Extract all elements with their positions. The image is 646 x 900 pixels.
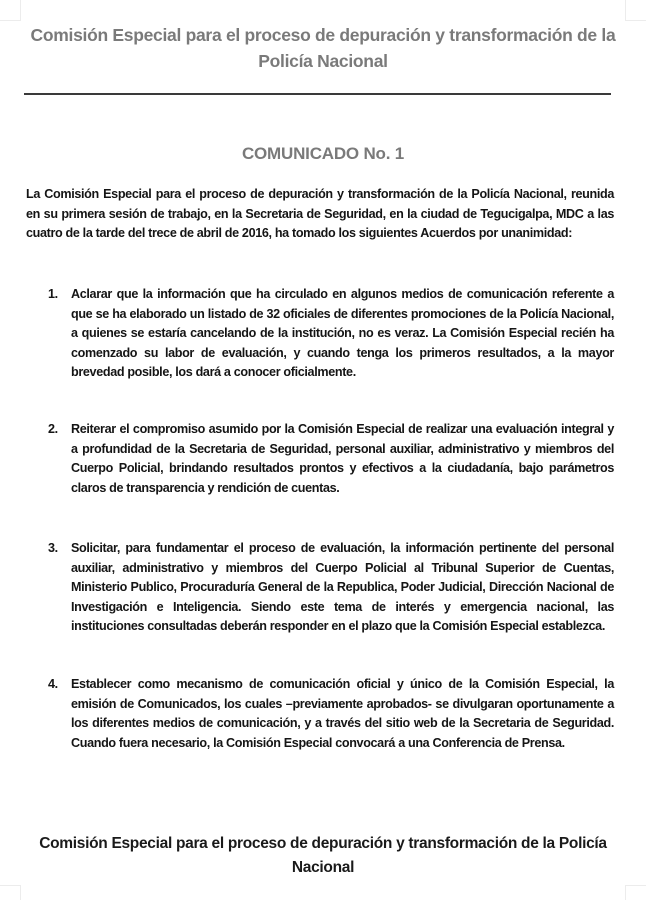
crop-mark-bottom-left	[0, 885, 21, 900]
agreement-item-4	[48, 675, 614, 753]
agreement-item-1	[48, 285, 614, 383]
agreement-number: 3.	[48, 541, 58, 555]
agreement-text: Solicitar, para fundamentar el proceso de evaluación, la información pertinente del personal auxiliar, administrativo y miembros del Cuerpo Policial al Tribunal Superior de Cuentas, Ministerio Publico, Procuraduría General de la Republica, Poder Judicial, Dirección Nacional de Investigación e Inteligencia. Siendo este tema de interés y emergencia nacional, las instituciones consultadas deberán responder en el plazo que la Comisión Especial establezca.	[71, 541, 614, 633]
agreement-item-3	[48, 539, 614, 637]
letterhead-title: Comisión Especial para el proceso de depuración y transformación de la Policía Nacional	[30, 25, 616, 71]
signature-block: Comisión Especial para el proceso de depuración y transformación de la Policía Nacional	[39, 835, 607, 876]
agreement-item-2	[48, 420, 614, 498]
intro-paragraph: La Comisión Especial para el proceso de depuración y transformación de la Policía Nacional, reunida en su primera sesión de trabajo, en la Secretaria de Seguridad, en la ciudad de Tegucigalpa, MDC a las cuatro de la tarde del trece de abril de 2016, ha tomado los siguientes Acuerdos por unanimidad:	[26, 187, 614, 240]
agreement-number: 4.	[48, 677, 58, 691]
crop-mark-bottom-right	[625, 885, 646, 900]
agreement-text: Establecer como mecanismo de comunicación oficial y único de la Comisión Especial, la emisión de Comunicados, los cuales –previamente aprobados- se divulgaran oportunamente a los diferentes medios de comunicación, y a través del sitio web de la Secretaria de Seguridad. Cuando fuera necesario, la Comisión Especial convocará a una Conferencia de Prensa.	[71, 677, 614, 750]
header-divider	[24, 93, 611, 95]
crop-mark-top-right	[625, 0, 646, 21]
crop-mark-top-left	[0, 0, 21, 21]
agreement-text: Reiterar el compromiso asumido por la Comisión Especial de realizar una evaluación integral y a profundidad de la Secretaria de Seguridad, personal auxiliar, administrativo y miembros del Cuerpo Policial, brindando resultados prontos y efectivos a la ciudadanía, bajo parámetros claros de transparencia y rendición de cuentas.	[71, 422, 614, 495]
agreement-number: 2.	[48, 422, 58, 436]
agreement-number: 1.	[48, 287, 58, 301]
agreement-text: Aclarar que la información que ha circulado en algunos medios de comunicación referente a que se ha elaborado un listado de 32 oficiales de diferentes promociones de la Policía Nacional, a quienes se estaría cancelando de la institución, no es veraz. La Comisión Especial recién ha comenzado su labor de evaluación, y cuando tenga los primeros resultados, a la mayor brevedad posible, los dará a conocer oficialmente.	[71, 287, 614, 379]
document-title: COMUNICADO No. 1	[241, 144, 405, 163]
